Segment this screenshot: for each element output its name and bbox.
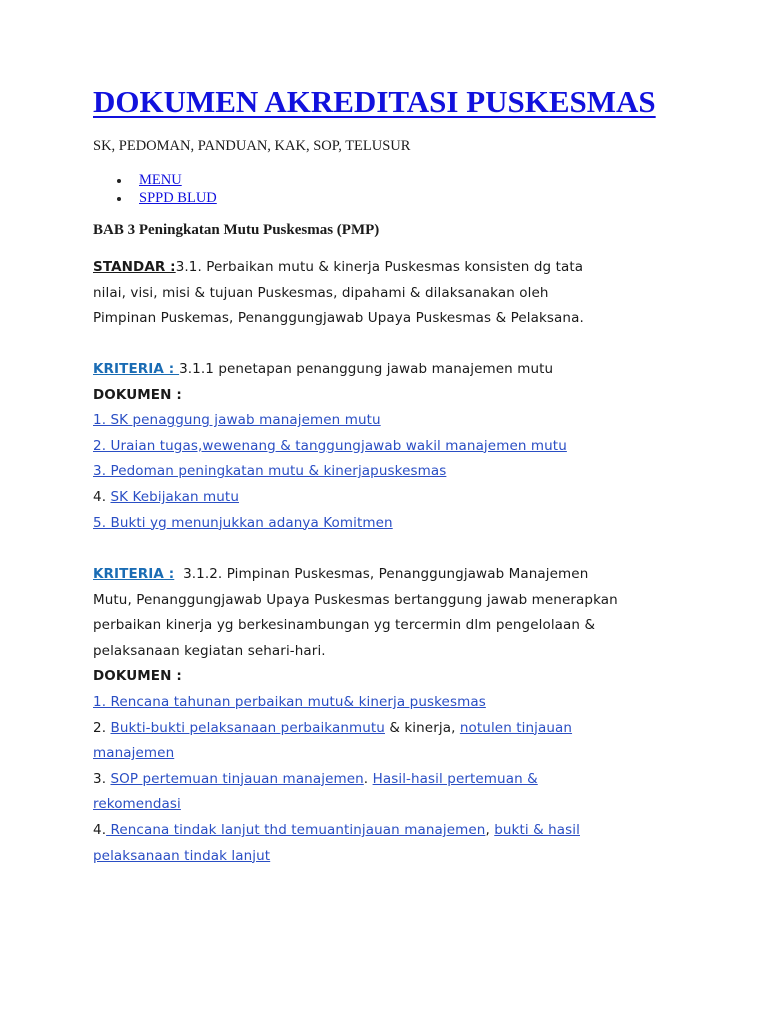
doc-link-pedoman-peningkatan-mutu[interactable]: 3. Pedoman peningkatan mutu & kinerjapuskesmas xyxy=(93,463,447,480)
dokumen-1-label: DOKUMEN : xyxy=(93,386,182,403)
dokumen-2-label: DOKUMEN : xyxy=(93,668,182,685)
page-title[interactable]: DOKUMEN AKREDITASI PUSKESMAS xyxy=(93,84,656,119)
kriteria-2-line-3: perbaikan kinerja yg berkesinambungan yg tercermin dlm pengelolaan & xyxy=(93,617,596,634)
standar-line-1: 3.1. Perbaikan mutu & kinerja Puskesmas konsisten dg tata xyxy=(175,259,584,275)
doc-link-rencana-tindak-lanjut[interactable]: Rencana tindak lanjut thd temuantinjauan manajemen xyxy=(106,821,486,838)
doc-4-prefix-2: 4. xyxy=(93,821,107,838)
page-subtitle: SK, PEDOMAN, PANDUAN, KAK, SOP, TELUSUR xyxy=(93,138,411,154)
kriteria-2-section xyxy=(93,562,618,869)
kriteria-2-line-1: 3.1.2. Pimpinan Puskesmas, Penanggungjawab Manajemen xyxy=(183,566,589,582)
doc-link-bukti-hasil-cont[interactable]: pelaksanaan tindak lanjut xyxy=(93,847,271,864)
kriteria-1-label: KRITERIA : xyxy=(93,361,180,377)
doc-link-uraian-tugas[interactable]: 2. Uraian tugas,wewenang & tanggungjawab wakil manajemen mutu xyxy=(93,437,567,454)
doc-link-sk-kebijakan-mutu[interactable]: SK Kebijakan mutu xyxy=(110,488,239,505)
doc-link-bukti-hasil[interactable]: bukti & hasil xyxy=(494,821,580,838)
nav-item-menu xyxy=(117,171,217,189)
doc-link-rencana-tahunan[interactable]: 1. Rencana tahunan perbaikan mutu& kinerja puskesmas xyxy=(93,693,486,710)
standar-line-3: Pimpinan Puskemas, Penanggungjawab Upaya Puskesmas & Pelaksana. xyxy=(93,310,584,327)
kriteria-2-label: KRITERIA : xyxy=(93,566,175,582)
sppd-blud-link[interactable]: SPPD BLUD xyxy=(139,190,217,206)
doc-link-hasil-pertemuan-cont[interactable]: rekomendasi xyxy=(93,796,181,813)
doc-link-bukti-komitmen[interactable]: 5. Bukti yg menunjukkan adanya Komitmen xyxy=(93,514,393,531)
standar-line-2: nilai, visi, misi & tujuan Puskesmas, dipahami & dilaksanakan oleh xyxy=(93,284,549,301)
menu-link[interactable]: MENU xyxy=(139,172,182,188)
doc-link-sk-penanggung-jawab[interactable]: 1. SK penaggung jawab manajemen mutu xyxy=(93,412,381,429)
doc-3-prefix: 3. xyxy=(93,770,111,787)
chapter-heading: BAB 3 Peningkatan Mutu Puskesmas (PMP) xyxy=(93,222,380,238)
doc-link-notulen-tinjauan[interactable]: notulen tinjauan xyxy=(459,719,573,736)
nav-item-sppd-blud xyxy=(117,189,217,207)
doc-link-sop-pertemuan[interactable]: SOP pertemuan tinjauan manajemen xyxy=(110,770,364,787)
kriteria-1-section xyxy=(93,357,567,536)
doc-link-notulen-tinjauan-cont[interactable]: manajemen xyxy=(93,745,175,762)
standar-label: STANDAR : xyxy=(93,259,176,275)
kriteria-1-text: 3.1.1 penetapan penanggung jawab manajemen mutu xyxy=(179,361,554,377)
nav-list xyxy=(117,171,217,207)
doc-link-hasil-pertemuan[interactable]: Hasil-hasil pertemuan & xyxy=(372,770,538,787)
kriteria-2-line-2: Mutu, Penanggungjawab Upaya Puskesmas bertanggung jawab menerapkan xyxy=(93,591,618,608)
doc-4-prefix: 4. xyxy=(93,488,111,505)
doc-2-prefix: 2. xyxy=(93,719,111,736)
doc-2-mid: & kinerja, xyxy=(384,719,460,736)
standar-section xyxy=(93,255,584,332)
doc-3-mid: . xyxy=(363,770,373,787)
doc-link-bukti-pelaksanaan[interactable]: Bukti-bukti pelaksanaan perbaikanmutu xyxy=(110,719,385,736)
kriteria-2-line-4: pelaksanaan kegiatan sehari-hari. xyxy=(93,642,326,659)
doc-4-mid: , xyxy=(485,821,495,838)
